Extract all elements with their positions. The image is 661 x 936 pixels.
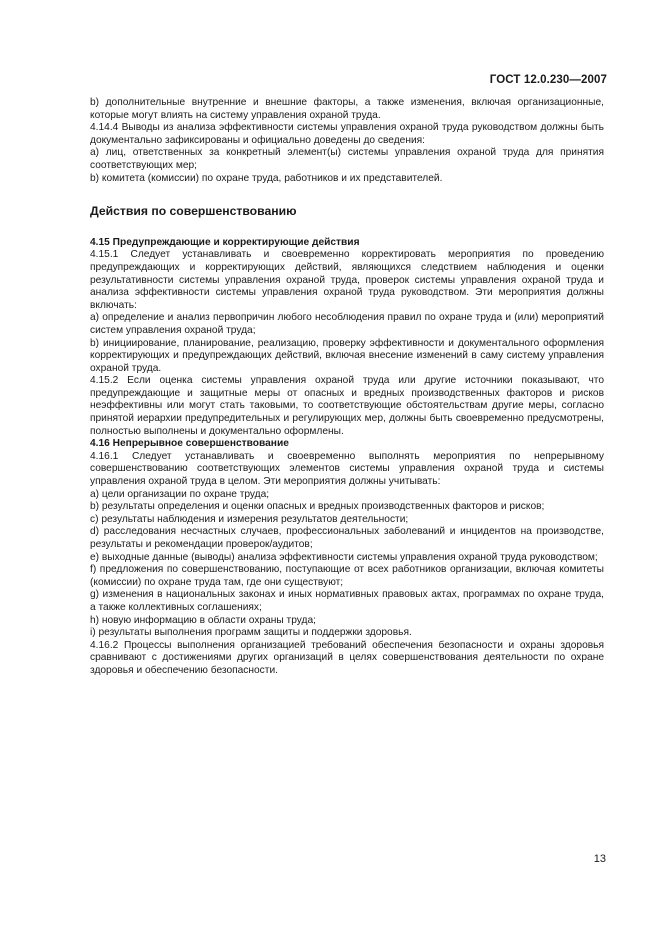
section-title: Действия по совершенствованию	[90, 204, 297, 219]
document-code: ГОСТ 12.0.230—2007	[489, 74, 607, 86]
list-item: h) новую информацию в области охраны труда;	[90, 614, 316, 626]
paragraph: 4.14.4 Выводы из анализа эффективности системы управления охраной труда руководством должны быть документально зафиксированы и официально доведены до сведения:	[90, 122, 604, 146]
list-item: c) результаты наблюдения и измерения результатов деятельности;	[90, 513, 409, 525]
subsection-heading-4-15: 4.15 Предупреждающие и корректирующие действия	[90, 236, 360, 248]
paragraph: a) лиц, ответственных за конкретный элемент(ы) системы управления охраной труда для принятия соответствующих мер;	[90, 147, 604, 171]
paragraph: a) определение и анализ первопричин любого несоблюдения правил по охране труда и (или) мероприятий систем управления охраной труда;	[90, 312, 604, 336]
list-item: i) результаты выполнения программ защиты и поддержки здоровья.	[90, 627, 412, 639]
paragraph: b) инициирование, планирование, реализацию, проверку эффективности и документального оформления корректирующих и предупреждающих действий, включая внесение изменений в саму систему управления охраной труда.	[90, 337, 604, 374]
list-item: a) цели организации по охране труда;	[90, 488, 270, 500]
list-item: b) результаты определения и оценки опасных и вредных производственных факторов и рисков;	[90, 501, 545, 513]
paragraph: 4.15.2 Если оценка системы управления охраной труда или другие источники показывают, что предупреждающие и защитные меры от опасных и вредных производственных факторов и рисков неэффективны или могут стать таковыми, то соответствующие обстоятельствам другие меры, согласно принятой иерархии предупредительных и регулирующих мер, должны быть своевременно предусмотрены, полностью выполнены и документально оформлены.	[90, 375, 604, 437]
paragraph: 4.16.2 Процессы выполнения организацией требований обеспечения безопасности и охраны здоровья сравнивают с достижениями других организаций в целях совершенствования деятельности по охране здоровья и обеспечению безопасности.	[90, 639, 604, 676]
list-item: e) выходные данные (выводы) анализа эффективности системы управления охраной труда руководством;	[90, 551, 598, 563]
list-item: g) изменения в национальных законах и иных нормативных правовых актах, программах по охране труда, а также коллективных соглашениях;	[90, 589, 604, 613]
paragraph: 4.15.1 Следует устанавливать и своевременно корректировать мероприятия по проведению предупреждающих и корректирующих действий, являющихся следствием наблюдения и оценки результативности системы управления охраной труда, проверок системы управления охраной труда и анализа эффективности системы управления охраной труда руководством. Эти мероприятия должны включать:	[90, 249, 604, 311]
page-number: 13	[593, 853, 606, 865]
subsection-heading-4-16: 4.16 Непрерывное совершенствование	[90, 438, 289, 450]
paragraph: b) комитета (комиссии) по охране труда, работников и их представителей.	[90, 172, 443, 184]
list-item: d) расследования несчастных случаев, профессиональных заболеваний и инцидентов на производстве, результаты и рекомендации проверок/аудитов;	[90, 526, 604, 550]
document-body	[90, 97, 604, 678]
paragraph: 4.16.1 Следует устанавливать и своевременно выполнять мероприятия по непрерывному совершенствованию соответствующих элементов системы управления охраной труда и системы управления охраной труда в целом. Эти мероприятия должны учитывать:	[90, 450, 604, 488]
paragraph: b) дополнительные внутренние и внешние факторы, а также изменения, включая организационные, которые могут влиять на систему управления охраной труда.	[90, 97, 604, 121]
list-item: f) предложения по совершенствованию, поступающие от всех работников организации, включая комитеты (комиссии) по охране труда там, где они существуют;	[90, 564, 604, 588]
